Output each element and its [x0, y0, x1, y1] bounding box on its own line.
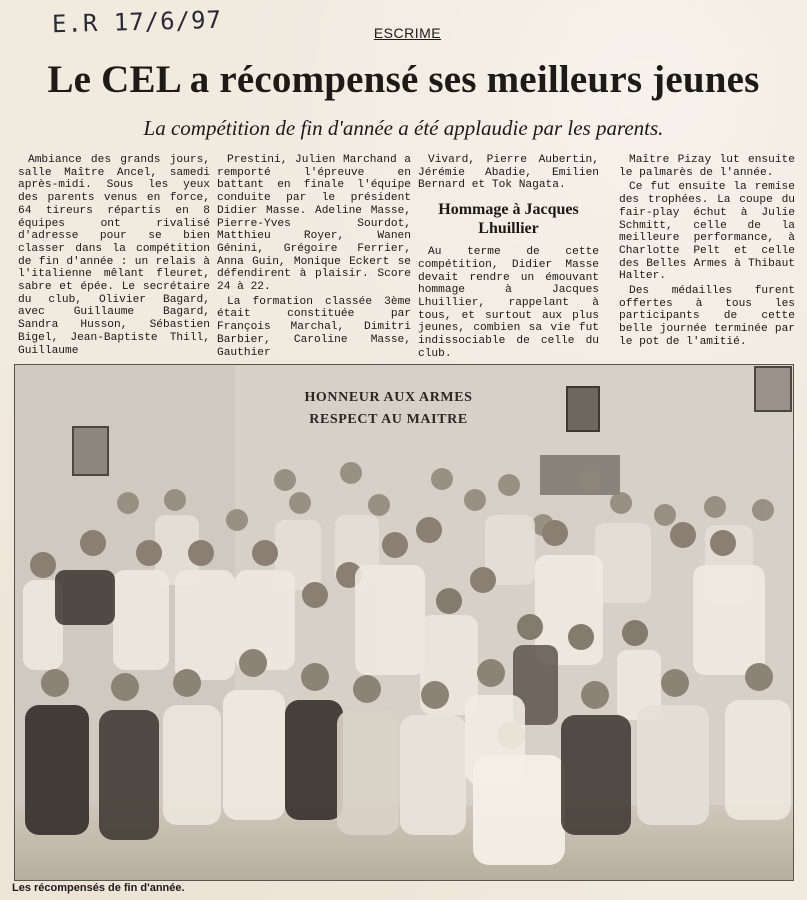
paragraph: Des médailles furent offertes à tous les participants de cette belle journée terminée par le pot de l'amitié. [619, 285, 795, 348]
article-column-1 [18, 154, 210, 359]
group-photo [14, 364, 794, 881]
photo-caption: Les récompensés de fin d'année. [12, 882, 185, 894]
wall-sign [291, 387, 486, 431]
intertitle: Hommage à Jacques Lhuillier [438, 201, 579, 238]
paragraph: Prestini, Julien Marchand a remporté l'épreuve en battant en finale l'équipe conduite par le président Didier Masse. Adeline Masse, Pierre-Yves Sourdot, Matthieu Royer, Wanen Génini, Grégoire Ferrier, Anna Guin, Monique Eckert se défendirent à plaisir. Score 24 à 22. [217, 154, 411, 294]
wall-sign-line-2: RESPECT AU MAITRE [309, 412, 468, 427]
paragraph: La formation classée 3ème était constituée par François Marchal, Dimitri Barbier, Caroline Masse, Gauthier [217, 295, 411, 359]
paragraph: Au terme de cette compétition, Didier Masse devait rendre un émouvant hommage à Jacques Lhuillier, rappelant à tous, et surtout aux plus jeunes, combien sa vie fut indissociable de celle du club. [418, 246, 599, 360]
handwritten-date: E.R 17/6/97 [51, 5, 223, 39]
paragraph: Vivard, Pierre Aubertin, Jérémie Abadie, Emilien Bernard et Tok Nagata. [418, 154, 599, 192]
paragraph: Maître Pizay lut ensuite le palmarès de l'année. [619, 154, 795, 179]
wall-sign-line-1: HONNEUR AUX ARMES [304, 390, 473, 405]
paragraph: Ce fut ensuite la remise des trophées. La coupe du fair-play échut à Julie Schmitt, celle de la meilleure performance, à Charlotte Pelt et celle des Belles Armes à Thibaut Halter. [619, 181, 795, 283]
paragraph: Ambiance des grands jours, salle Maître Ancel, samedi après-midi. Sous les yeux des parents venus en force, 64 tireurs répartis en 8 équipes ont rivalisé d'adresse pour se bien classer dans la compétition de fin d'année : un relais à l'italienne mêlant fleuret, sabre et épée. Le secrétaire du club, Olivier Bagard, avec Guillaume Bagard, Sandra Husson, Sébastien Bigel, Jean-Baptiste Thill, Guillaume [18, 154, 210, 357]
article-column-3 [418, 154, 599, 362]
article-column-2 [217, 154, 411, 361]
article-headline: Le CEL a récompensé ses meilleurs jeunes [47, 58, 760, 101]
group-photo-illustration [15, 365, 793, 880]
section-rubric: ESCRIME [373, 25, 442, 41]
article-subheadline: La compétition de fin d'année a été applaudie par les parents. [143, 116, 664, 140]
article-column-4 [619, 154, 795, 351]
